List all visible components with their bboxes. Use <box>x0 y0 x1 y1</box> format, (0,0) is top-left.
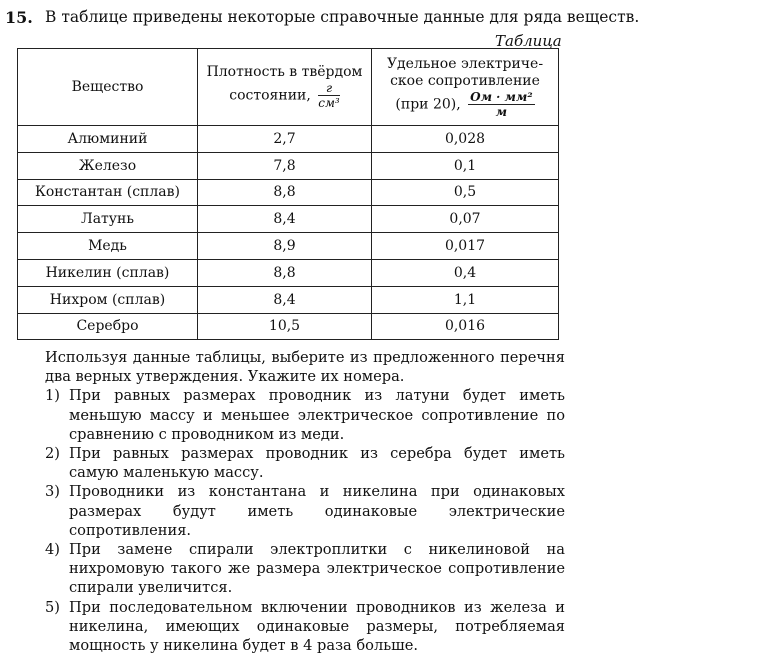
cell-density: 8,8 <box>198 259 372 286</box>
header-density-text: Плотность в твёрдом состоянии, <box>206 64 363 104</box>
cell-substance: Латунь <box>18 206 198 233</box>
cell-density: 10,5 <box>198 313 372 340</box>
answer-option <box>45 598 565 655</box>
header-substance: Вещество <box>18 49 198 126</box>
cell-density: 8,4 <box>198 286 372 313</box>
question-intro: Используя данные таблицы, выберите из предложенного перечня два верных утверждения. Укажите их номера. <box>45 349 565 386</box>
problem-title: В таблице приведены некоторые справочные данные для ряда веществ. <box>45 8 640 26</box>
option-number: 3) <box>45 483 60 501</box>
data-table <box>17 48 559 340</box>
cell-resistivity: 0,028 <box>372 126 559 153</box>
density-unit <box>318 81 339 110</box>
option-number: 4) <box>45 541 60 559</box>
resistivity-unit <box>468 90 534 119</box>
cell-resistivity: 0,07 <box>372 206 559 233</box>
cell-density: 2,7 <box>198 126 372 153</box>
problem-number: 15. <box>5 8 33 27</box>
header-resistivity-line2: ское сопротивление <box>390 72 540 89</box>
option-number: 1) <box>45 387 60 405</box>
density-unit-numerator: г <box>318 81 339 96</box>
answer-option <box>45 482 565 540</box>
resistivity-unit-denominator: м <box>495 104 508 119</box>
option-text: При последовательном включении проводников из железа и никелина, имеющих одинаковые размеры, потребляемая мощность у никелина будет в 4 раза больше. <box>69 598 565 655</box>
option-text: Проводники из константана и никелина при одинаковых размерах будут иметь одинаковые электрические сопротивления. <box>69 483 565 539</box>
cell-substance: Нихром (сплав) <box>18 286 198 313</box>
table-row <box>18 233 559 260</box>
header-resistivity <box>372 49 559 126</box>
cell-substance: Серебро <box>18 313 198 340</box>
table-row <box>18 313 559 340</box>
header-resistivity-line1: Удельное электриче- <box>386 55 544 72</box>
cell-resistivity: 0,017 <box>372 233 559 260</box>
table-row <box>18 126 559 153</box>
option-number: 5) <box>45 598 60 616</box>
cell-resistivity: 1,1 <box>372 286 559 313</box>
cell-resistivity: 0,4 <box>372 259 559 286</box>
cell-substance: Константан (сплав) <box>18 179 198 206</box>
cell-density: 8,8 <box>198 179 372 206</box>
cell-density: 8,9 <box>198 233 372 260</box>
table-row <box>18 259 559 286</box>
cell-density: 8,4 <box>198 206 372 233</box>
resistivity-unit-numerator: Ом · мм² <box>470 89 533 104</box>
cell-substance: Железо <box>18 152 198 179</box>
table-row <box>18 152 559 179</box>
cell-resistivity: 0,1 <box>372 152 559 179</box>
cell-substance: Медь <box>18 233 198 260</box>
answer-option <box>45 386 565 444</box>
header-resistivity-prefix: (при 20), <box>395 96 461 112</box>
header-density <box>198 49 372 126</box>
table-caption: Таблица <box>495 32 562 50</box>
table-row <box>18 286 559 313</box>
table-row <box>18 206 559 233</box>
option-text: При равных размерах проводник из серебра будет иметь самую маленькую массу. <box>69 445 565 482</box>
answer-option <box>45 540 565 598</box>
option-text: При равных размерах проводник из латуни будет иметь меньшую массу и меньшее электрическое сопротивление по сравнению с проводником из меди. <box>69 387 565 443</box>
cell-substance: Алюминий <box>18 126 198 153</box>
question-block <box>45 348 565 655</box>
density-unit-denominator: см³ <box>318 96 340 110</box>
cell-resistivity: 0,5 <box>372 179 559 206</box>
cell-density: 7,8 <box>198 152 372 179</box>
option-number: 2) <box>45 445 60 463</box>
cell-resistivity: 0,016 <box>372 313 559 340</box>
table-row <box>18 179 559 206</box>
table-header-row <box>18 49 559 126</box>
option-text: При замене спирали электроплитки с никелиновой на нихромовую такого же размера электрическое сопротивление спирали увеличится. <box>69 541 565 597</box>
answer-option <box>45 444 565 482</box>
cell-substance: Никелин (сплав) <box>18 259 198 286</box>
